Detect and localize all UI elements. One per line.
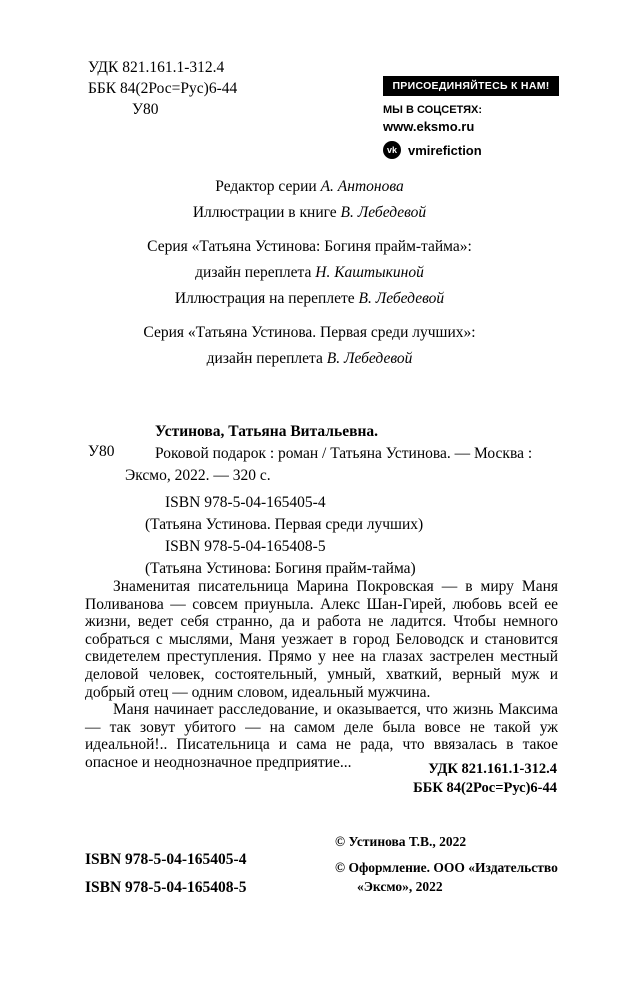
catalog-code-biblio: У80: [88, 443, 115, 460]
vk-row: [383, 141, 559, 159]
cover-illustration-line: [0, 289, 619, 309]
cover-illustration-name: В. Лебедевой: [358, 290, 445, 307]
series1-design-label: дизайн переплета: [195, 264, 316, 281]
biblio-description: Роковой подарок : роман / Татьяна Устинова. — Москва : Эксмо, 2022. — 320 с.: [125, 445, 533, 484]
cover-illustration-label: Иллюстрация на переплете: [174, 290, 359, 307]
book-illustrations-label: Иллюстрации в книге: [192, 204, 341, 221]
join-us-banner: ПРИСОЕДИНЯЙТЕСЬ К НАМ!: [383, 76, 559, 96]
classification-codes-top: [88, 57, 237, 120]
bibliographic-record: [125, 421, 562, 580]
series2-title-line: Серия «Татьяна Устинова. Первая среди лучших»:: [143, 324, 476, 341]
annotation-paragraph-2: Маня начинает расследование, и оказывается, что жизнь Максима — так зовут убитого — на самом деле была вовсе не такой уж идеальной!.. Писательница и сама не рада, что ввязалась в такое опасное и неоднозначное предприятие...: [85, 701, 558, 771]
book-illustrations-name: В. Лебедевой: [340, 204, 427, 221]
series1-design-line: [0, 263, 619, 283]
footer-isbn-block: [85, 846, 246, 902]
social-heading: МЫ В СОЦСЕТЯХ:: [383, 104, 483, 116]
book-illustrations-line: [0, 203, 619, 223]
series-editor-line: [0, 177, 619, 197]
series2-design-name: В. Лебедевой: [326, 350, 413, 367]
footer-isbn-1: ISBN 978-5-04-165405-4: [85, 851, 247, 868]
biblio-series-1: (Татьяна Устинова. Первая среди лучших): [145, 516, 424, 533]
annotation-paragraph-1: Знаменитая писательница Марина Покровская — в миру Маня Поливанова — совсем приуныла. Алекс Шан-Гирей, любовь всей ее жизни, ведет себя странно, да и работа не ладится. Чтобы немного собраться с мыслями, Маня уезжает в город Беловодск и становится свидетелем преступления. Прямо у нее на глазах застрелен местный деловой человек, состоятельный, умный, хваткий, верный муж и добрый отец — одним словом, идеальный мужчина.: [85, 578, 558, 701]
copyright-design-line2: «Эксмо», 2022: [357, 879, 443, 894]
biblio-isbn-1: ISBN 978-5-04-165405-4: [165, 494, 326, 511]
series2-design-line: [0, 349, 619, 369]
credits-block: [0, 177, 619, 375]
udk-code-right: УДК 821.161.1-312.4: [428, 761, 557, 777]
series1-title-line: Серия «Татьяна Устинова: Богиня прайм-тайма»:: [147, 238, 472, 255]
series-editor-label: Редактор серии: [215, 178, 321, 195]
copyright-author: © Устинова Т.В., 2022: [335, 834, 467, 849]
annotation-block: [85, 578, 558, 772]
series-editor-name: А. Антонова: [320, 178, 404, 195]
classification-codes-right: [413, 760, 557, 798]
biblio-series-2: (Татьяна Устинова: Богиня прайм-тайма): [145, 560, 416, 577]
catalog-code-top: У80: [132, 101, 159, 118]
series2-design-label: дизайн переплета: [206, 350, 327, 367]
udk-code-top: УДК 821.161.1-312.4: [88, 59, 225, 76]
copyright-block: [335, 832, 561, 896]
copyright-design-line1: © Оформление. ООО «Издательство: [335, 860, 558, 875]
biblio-author: Устинова, Татьяна Витальевна.: [155, 423, 379, 440]
footer-isbn-2: ISBN 978-5-04-165408-5: [85, 879, 247, 896]
bbk-code-top: ББК 84(2Рос=Рус)6-44: [88, 80, 238, 97]
biblio-isbn-block: [125, 492, 562, 580]
vk-handle: vmirefiction: [408, 142, 482, 158]
bbk-code-right: ББК 84(2Рос=Рус)6-44: [413, 780, 557, 796]
site-url: www.eksmo.ru: [383, 119, 475, 134]
vk-icon: vk: [383, 141, 401, 159]
biblio-isbn-2: ISBN 978-5-04-165408-5: [165, 538, 326, 555]
social-block: [383, 76, 559, 159]
series1-design-name: Н. Каштыкиной: [315, 264, 424, 281]
